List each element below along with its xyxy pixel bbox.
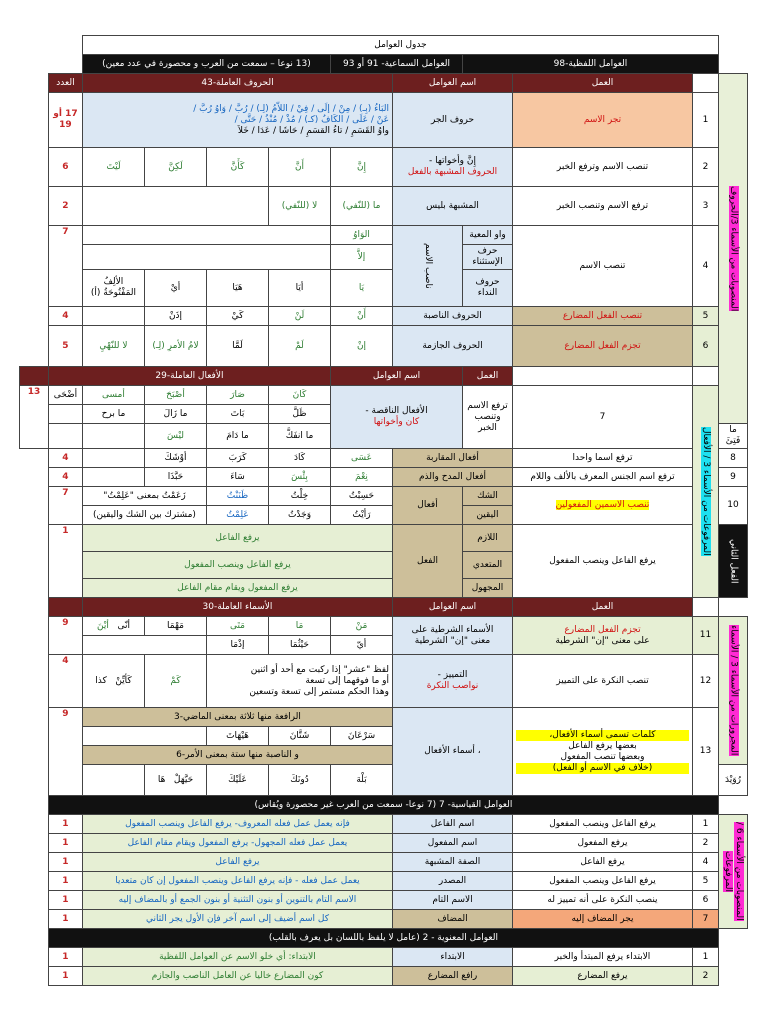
row-index: 1 — [693, 93, 719, 148]
item-cell: حَسِبْتُ — [331, 487, 393, 506]
action-cell: تجزم الفعل المضارع على معنى "إن" الشرطية — [513, 617, 693, 655]
nasiba-title: و الناصبة منها ستة بمعنى الأمر-6 — [82, 746, 392, 765]
item-cell: شَتَّانَ — [269, 727, 331, 746]
item-cell: نِعْمَ — [331, 468, 393, 487]
side-label-qiyasi: المنصوبات من الأسماء 6 / المرفوعات — [719, 815, 748, 929]
action-col-header: العمل — [513, 598, 693, 617]
item-cell: ليْسَ — [145, 424, 207, 449]
name-cell: إِنَّ وأخواتها - الحروف المشبهة بالفعل — [393, 148, 513, 187]
name-col-header: اسم العوامل — [393, 74, 513, 93]
name-cell: الأفعال الناقصة - كان وأخواتها — [331, 386, 463, 449]
name-col-header: اسم العوامل — [331, 367, 463, 386]
item-cell: بَاتَ — [207, 405, 269, 424]
item-cell: أصْبَحَ — [145, 386, 207, 405]
item-cell: رُوَيْدَ — [719, 765, 748, 796]
item-cell: صَارَ — [207, 386, 269, 405]
count-cell: 4 — [48, 468, 82, 487]
sub-name-cell: اليقين — [463, 506, 513, 525]
item-cell: مَهْمَا — [145, 617, 207, 636]
count-cell: 7 — [48, 226, 82, 307]
name-cell: أفعال المدح والذم — [393, 468, 513, 487]
name-cell: الحروف الجازمة — [393, 326, 513, 367]
item-cell: سَرْعَانَ — [331, 727, 393, 746]
action-cell: ترفع الاسم وتنصب الخبر — [513, 187, 693, 226]
action-cell: ترفع الاسم وتنصب الخبر — [463, 386, 513, 449]
sub-name-cell: المجهول — [463, 579, 513, 598]
count-cell: 1 — [48, 525, 82, 598]
samaiyya-note: (13 نوعا – سمعت من العرب و محصورة في عدد معين) — [82, 55, 330, 74]
name-cell: المشبهة بليس — [393, 187, 513, 226]
row-index: 7 — [513, 386, 693, 449]
item-cell: أَنْ — [331, 307, 393, 326]
manawi-row: 2 يرفع المضارع رافع المضارع كون المضارع خاليا عن العامل الناصب والجازم 1 — [20, 967, 748, 986]
item-cell: أَنَّ — [269, 148, 331, 187]
item-cell: حَبَّذَا — [145, 468, 207, 487]
name-cell: أفعال المقاربة — [393, 449, 513, 468]
item-cell: إذْمَا — [207, 636, 269, 655]
item-cell: حَيْثُمَا — [269, 636, 331, 655]
item-cell: أيَا — [269, 270, 331, 307]
desc-cell: يرفع المفعول ويقام مقام الفاعل — [82, 579, 392, 598]
item-cell: ظَنَنْتُ — [207, 487, 269, 506]
item-cell: سَاءَ — [207, 468, 269, 487]
name-cell: حروف النداء — [463, 270, 513, 307]
item-cell: إِنَّ — [331, 148, 393, 187]
item-cell: حَيَّهَلْ هَا — [145, 765, 207, 796]
item-cell: كَأيِّنْ كذا — [82, 655, 144, 708]
item-cell: إنْ — [331, 326, 393, 367]
item-cell: مَتَى — [207, 617, 269, 636]
fiil-section-title: الأفعال العاملة-29 — [48, 367, 330, 386]
count-cell: 4 — [48, 307, 82, 326]
samaiyya-header: العوامل السماعية- 91 أو 93 — [331, 55, 463, 74]
item-cell: الألِفُ المَفْتُوحَةُ (أ) — [82, 270, 144, 307]
sub-name-cell: المتعدي — [463, 552, 513, 579]
item-cell: يَا — [331, 270, 393, 307]
item-cell: ما فَتِئَ — [719, 424, 748, 449]
item-cell: لا (للنّفي) — [269, 187, 331, 226]
item-cell: أمسى — [82, 386, 144, 405]
row-index: 5 — [693, 307, 719, 326]
row-index: 10 — [719, 487, 748, 525]
item-cell: عَسَى — [331, 449, 393, 468]
factors-table — [19, 35, 748, 986]
action-cell: تنصب الفعل المضارع — [513, 307, 693, 326]
qiyasi-section-title: العوامل القياسية- 7 (7 نوعا- سمعت من العرب غير محصورة ويُقاس) — [48, 796, 718, 815]
name-cell: ، أسماء الأفعال — [393, 708, 513, 796]
count-cell: 17 أو 19 — [48, 93, 82, 148]
qiyasi-row: المنصوبات من الأسماء 6 / المرفوعات 1 يرفع الفاعل وينصب المفعول اسم الفاعل فإنه يعمل عمل فعله المعروف- يرفع الفاعل وينصب المفعول 1 — [20, 815, 748, 834]
name-cell: حرف الإستثناء — [463, 245, 513, 270]
item-cell: بِئْسَ — [269, 468, 331, 487]
item-cell: هَيْهَاتَ — [207, 727, 269, 746]
jar-items: البَاءُ (بِـ) / مِنْ / إلَى / فِيْ / اللاّمُ (لِـ) / رُبَّ / وَاوُ رُبَّ / عَنْ / عَلَى / الكَافُ (كـ) / مُذْ / مُنْذُ / حَتَّى / واوُ القَسَمِ / تاءُ القسَمِ / حَاشَا / عَدَا / خَلاَ — [82, 93, 392, 148]
qiyasi-row: 7 يجر المضاف إليه المضاف كل اسم أضيف إلى اسم آخر فإن الأول يجر الثاني 1 — [20, 910, 748, 929]
item-cell: عَلِمْتُ — [207, 506, 269, 525]
item-cell: إذَنْ — [145, 307, 207, 326]
item-cell: أنّى أيْنَ — [82, 617, 144, 636]
item-cell: رَأيْتُ — [331, 506, 393, 525]
name-cell: الفعل — [393, 525, 463, 598]
action-cell: تجر الاسم — [513, 93, 693, 148]
name-cell: الأسماء الشرطية على معنى "إن" الشرطية — [393, 617, 513, 655]
action-cell: تنصب الاسم — [513, 226, 693, 307]
item-cell: أيّ — [331, 636, 393, 655]
sub-name-cell: الشك — [463, 487, 513, 506]
name-cell: حروف الجر — [393, 93, 513, 148]
item-cell: أوْشَكَ — [145, 449, 207, 468]
lafziyya-header: العوامل اللفظية-98 — [463, 55, 719, 74]
qiyasi-row: 6 ينصب النكرة على أنه تمييز له الاسم التام الاسم التام بالتنوين أو بنون التثنية أو بنون الجمع أو بالمضاف إليه 1 — [20, 891, 748, 910]
item-cell: هَيَا — [207, 270, 269, 307]
item-cell: ما دَامَ — [207, 424, 269, 449]
item-cell: كَرَبَ — [207, 449, 269, 468]
tamyiz-desc: لفظ "عشر" إذا ركبت مع أحد أو اثنين أو ما فوقهما إلى تسعة وهذا الحكم مستمر إلى تسعة وتسعين — [207, 655, 393, 708]
row-index: 8 — [719, 449, 748, 468]
item-cell: لَنْ — [269, 307, 331, 326]
count-cell: 13 — [20, 386, 49, 449]
action-cell: تجزم الفعل المضارع — [513, 326, 693, 367]
row-index: 4 — [693, 226, 719, 307]
item-cell: كَيْ — [207, 307, 269, 326]
item-cell: أيْ — [145, 270, 207, 307]
action-cell: ترفع اسما واحدا — [513, 449, 693, 468]
item-cell: الوَاوُ — [331, 226, 393, 245]
row-index: 2 — [693, 148, 719, 187]
manawi-row: 1 الابتداء يرفع المبتدأ والخبر الابتداء الابتداء: أي خلو الاسم عن العوامل اللفظية 1 — [20, 948, 748, 967]
item-cell: لامُ الأمرِ (لِـ) — [145, 326, 207, 367]
item-cell: ما زَالَ — [145, 405, 207, 424]
item-cell: ما انفَكَّ — [269, 424, 331, 449]
count-cell: 9 — [48, 708, 82, 796]
name-cell: الحروف الناصبة — [393, 307, 513, 326]
count-cell: 2 — [48, 187, 82, 226]
item-cell: لَمَّا — [207, 326, 269, 367]
item-cell: كَأَنَّ — [207, 148, 269, 187]
item-cell: لَمْ — [269, 326, 331, 367]
harf-section-title: الحروف العاملة-43 — [82, 74, 392, 93]
item-cell: كَمْ — [145, 655, 207, 708]
item-cell: ما (للنّفي) — [331, 187, 393, 226]
row-index: 3 — [693, 187, 719, 226]
manawi-section-title: العوامل المعنوية - 2 (عامل لا يلفظ باللسان بل يعرف بالقلب) — [48, 929, 718, 948]
factors-table-page — [19, 35, 748, 986]
item-cell: خِلْتُ — [269, 487, 331, 506]
row-index: 11 — [693, 617, 719, 655]
count-cell: 4 — [48, 449, 82, 468]
row-index: 12 — [693, 655, 719, 708]
sub-name-cell: اللازم — [463, 525, 513, 552]
item-cell: كَانَ — [269, 386, 331, 405]
desc-cell: يرفع الفاعل — [82, 525, 392, 552]
action-cell: كلمات تسمى أسماء الأفعال، بعضها يرفع الفاعل وبعضها تنصب المفعول (خلاف في الاسم أو الفعل) — [513, 708, 693, 796]
item-cell: لا للنّهْيِ — [82, 326, 144, 367]
action-cell: تنصب النكرة على التمييز — [513, 655, 693, 708]
table-title: جدول العوامل — [82, 36, 718, 55]
group-label: ناصب الاسم — [393, 226, 463, 307]
action-col-header: العمل — [463, 367, 513, 386]
count-cell: 7 — [48, 487, 82, 525]
item-cell: وَجَدْتُ — [269, 506, 331, 525]
row-index: 9 — [719, 468, 748, 487]
action-cell: يرفع الفاعل وينصب المفعول — [513, 525, 693, 598]
ism-section-title: الأسماء العاملة-30 — [82, 598, 392, 617]
item-cell: زَعَمْتُ بمعنى "عَلِمْتُ" — [82, 487, 206, 506]
desc-cell: يرفع الفاعل وينصب المفعول — [82, 552, 392, 579]
row-index: 6 — [693, 326, 719, 367]
count-cell: 6 — [48, 148, 82, 187]
side-label-asma: المجرورات من الأسماء 3 / الأسماء — [719, 617, 748, 765]
action-cell: تنصب الاسمين المفعولين — [513, 487, 693, 525]
side-label-huruf: المنصوبات من الأسماء 3/الحروف — [719, 74, 748, 424]
name-cell: واو المعية — [463, 226, 513, 245]
item-cell: لَكِنَّ — [145, 148, 207, 187]
count-col-header: العدد — [48, 74, 82, 93]
item-cell: أضْحَى — [48, 386, 82, 405]
count-cell: 9 — [48, 617, 82, 655]
item-cell: ظَلَّ — [269, 405, 331, 424]
item-cell: عَلَيْكَ — [207, 765, 269, 796]
item-cell: (مشترك بين الشك واليقين) — [82, 506, 206, 525]
item-cell: مَا — [269, 617, 331, 636]
name-col-header: اسم العوامل — [393, 598, 513, 617]
side-label-fiil: الفعل الثاني — [719, 525, 748, 598]
item-cell: لَيْتَ — [82, 148, 144, 187]
qiyasi-row: 2 يرفع المفعول اسم المفعول يعمل عمل فعله المجهول- يرفع المفعول ويقام مقام الفاعل 1 — [20, 834, 748, 853]
rafia-title: الرافعة منها ثلاثة بمعنى الماضي-3 — [82, 708, 392, 727]
row-index: 13 — [693, 708, 719, 796]
item-cell: ما برح — [82, 405, 144, 424]
name-cell: أفعال — [393, 487, 463, 525]
name-cell: التمييز - نواصب النكرة — [393, 655, 513, 708]
qiyasi-row: 4 يرفع الفاعل الصفة المشبهة يرفع الفاعل 1 — [20, 853, 748, 872]
count-cell: 5 — [48, 326, 82, 367]
action-col-header: العمل — [513, 74, 693, 93]
item-cell: دُونَكَ — [269, 765, 331, 796]
action-cell: تنصب الاسم وترفع الخبر — [513, 148, 693, 187]
qiyasi-row: 5 يرفع الفاعل وينصب المفعول المصدر يعمل عمل فعله - فإنه يرفع الفاعل وينصب المفعول إن كان متعديا 1 — [20, 872, 748, 891]
item-cell: كَادَ — [269, 449, 331, 468]
item-cell: مَنْ — [331, 617, 393, 636]
side-label-afaal: المرفوعات من الأسماء 3 / الأفعال — [693, 386, 719, 598]
count-cell: 4 — [48, 655, 82, 708]
item-cell: بَلْهَ — [331, 765, 393, 796]
item-cell: إلاَّ — [331, 245, 393, 270]
action-cell: ترفع اسم الجنس المعرف بالألف واللام — [513, 468, 693, 487]
